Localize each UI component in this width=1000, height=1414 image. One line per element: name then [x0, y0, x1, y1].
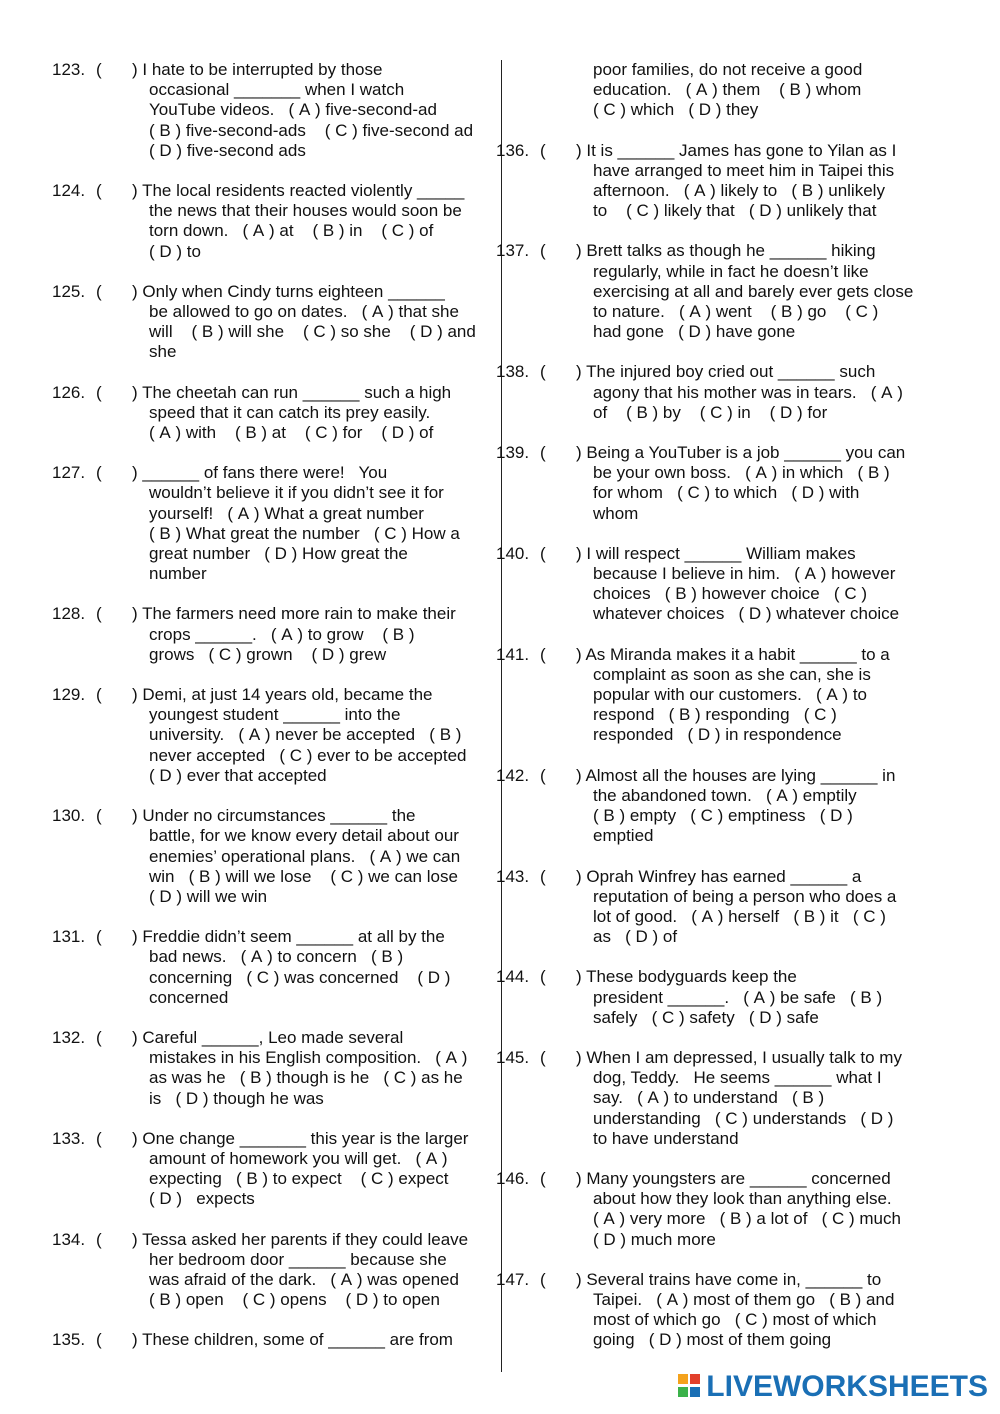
question-text [576, 241, 942, 342]
question-line: university. ( A ) never be accepted ( B ) [149, 725, 462, 745]
question-line: education. ( A ) them ( B ) whom [593, 80, 862, 100]
question-line: reputation of being a person who does a [593, 886, 897, 906]
question-line: ) The farmers need more rain to make their [132, 604, 456, 624]
question-line: ) The cheetah can run ______ such a high [132, 382, 452, 402]
question-line: exercising at all and barely ever gets close [593, 281, 914, 301]
question-line: ( D ) to [149, 241, 201, 261]
question-text [576, 1168, 942, 1250]
question-line: for whom ( C ) to which ( D ) with [593, 483, 860, 503]
question-line: ( D ) much more [593, 1229, 716, 1249]
question-line: understanding ( C ) understands ( D ) [593, 1108, 894, 1128]
question-text [132, 1229, 496, 1311]
question-text [576, 543, 942, 625]
question-line: as ( D ) of [593, 927, 678, 947]
question-number: 141. [496, 644, 530, 664]
question-number: 136. [496, 140, 530, 160]
question-line: ( B ) empty ( C ) emptiness ( D ) [593, 806, 853, 826]
answer-blank[interactable]: ( [540, 765, 546, 785]
question-number: 137. [496, 241, 530, 261]
question-line: wouldn’t believe it if you didn’t see it for [149, 483, 444, 503]
question-item [496, 645, 942, 746]
question-line: ) The injured boy cried out ______ such [576, 362, 876, 382]
question-line: ( A ) with ( B ) at ( C ) for ( D ) of [149, 423, 434, 443]
question-line: be allowed to go on dates. ( A ) that she [149, 302, 459, 322]
question-text [132, 281, 496, 363]
question-line: ) Demi, at just 14 years old, became the [132, 685, 433, 705]
question-line: afternoon. ( A ) likely to ( B ) unlikely [593, 181, 885, 201]
question-line: ) Oprah Winfrey has earned ______ a [576, 866, 862, 886]
question-line: concerning ( C ) was concerned ( D ) [149, 967, 451, 987]
answer-blank[interactable]: ( [96, 281, 102, 301]
question-line: about how they look than anything else. [593, 1189, 892, 1209]
question-line: poor families, do not receive a good [593, 60, 863, 79]
question-line: she [149, 342, 177, 362]
question-line: ( B ) open ( C ) opens ( D ) to open [149, 1290, 441, 1310]
question-line: the news that their houses would soon be [149, 201, 462, 221]
question-line: ( D ) will we win [149, 886, 268, 906]
question-line: youngest student ______ into the [149, 705, 401, 725]
question-line: be your own boss. ( A ) in which ( B ) [593, 463, 890, 483]
question-line: to nature. ( A ) went ( B ) go ( C ) [593, 302, 879, 322]
question-line: torn down. ( A ) at ( B ) in ( C ) of [149, 221, 434, 241]
question-number: 134. [52, 1229, 86, 1249]
question-item [496, 967, 942, 1028]
question-line: her bedroom door ______ because she [149, 1249, 447, 1269]
question-number: 139. [496, 443, 530, 463]
question-line: choices ( B ) however choice ( C ) [593, 584, 867, 604]
question-item [496, 544, 942, 625]
question-line: ) Freddie didn’t seem ______ at all by the [132, 927, 445, 947]
question-item [496, 766, 942, 847]
question-text [132, 382, 496, 444]
question-line: ( C ) which ( D ) they [593, 100, 759, 120]
question-line: have arranged to meet him in Taipei this [593, 160, 895, 180]
question-line: is ( D ) though he was [149, 1088, 324, 1108]
question-item [52, 1129, 496, 1210]
question-text [132, 1027, 496, 1109]
question-line: YouTube videos. ( A ) five-second-ad [149, 100, 437, 120]
question-line: win ( B ) will we lose ( C ) we can lose [149, 866, 458, 886]
question-line: of ( B ) by ( C ) in ( D ) for [593, 402, 828, 422]
question-line: ( D ) expects [149, 1189, 255, 1209]
question-item [496, 141, 942, 222]
question-line: ( B ) five-second-ads ( C ) five-second ad [149, 120, 474, 140]
question-text [576, 362, 942, 423]
question-line: complaint as soon as she can, she is [593, 664, 871, 684]
question-line: ) These bodyguards keep the [576, 967, 797, 987]
question-line: ) One change _______ this year is the larger [132, 1128, 469, 1148]
question-item [52, 1330, 496, 1350]
question-line: regularly, while in fact he doesn’t like [593, 261, 869, 281]
question-line: ) I hate to be interrupted by those [132, 60, 383, 79]
question-line: ( B ) What great the number ( C ) How a [149, 523, 460, 543]
question-item [496, 1048, 942, 1149]
question-135-continuation [496, 60, 942, 121]
answer-blank[interactable]: ( [96, 806, 102, 826]
question-line: will ( B ) will she ( C ) so she ( D ) and [149, 322, 476, 342]
question-number: 132. [52, 1027, 86, 1047]
question-text [576, 765, 942, 847]
question-number: 142. [496, 765, 530, 785]
answer-blank[interactable]: ( [540, 1269, 546, 1289]
question-line: ) Many youngsters are ______ concerned [576, 1168, 891, 1188]
answer-blank[interactable]: ( [96, 1229, 102, 1249]
question-text [132, 60, 496, 161]
question-text [132, 1128, 496, 1210]
question-text [576, 1047, 942, 1149]
question-number: 138. [496, 362, 530, 382]
question-number: 129. [52, 685, 86, 705]
question-number: 123. [52, 60, 86, 79]
question-line: bad news. ( A ) to concern ( B ) [149, 947, 404, 967]
question-line: ) It is ______ James has gone to Yilan as I [576, 140, 897, 160]
question-line: whom [593, 503, 639, 523]
question-line: ) Tessa asked her parents if they could leave [132, 1229, 469, 1249]
question-line: mistakes in his English composition. ( A ) [149, 1048, 468, 1068]
question-number: 144. [496, 967, 530, 987]
question-number: 126. [52, 382, 86, 402]
question-line: ) Only when Cindy turns eighteen ______ [132, 281, 445, 301]
answer-blank[interactable]: ( [540, 362, 546, 382]
question-line: ) Brett talks as though he ______ hiking [576, 241, 876, 261]
question-line: had gone ( D ) have gone [593, 322, 796, 342]
question-line: whatever choices ( D ) whatever choice [593, 604, 900, 624]
question-line: amount of homework you will get. ( A ) [149, 1148, 448, 1168]
answer-blank[interactable]: ( [540, 443, 546, 463]
answer-blank[interactable]: ( [96, 181, 102, 201]
liveworksheets-logo[interactable] [678, 1370, 988, 1404]
question-line: most of which go ( C ) most of which [593, 1310, 877, 1330]
liveworksheets-logo-icon [678, 1374, 702, 1400]
question-line: ( A ) very more ( B ) a lot of ( C ) much [593, 1209, 901, 1229]
answer-blank[interactable]: ( [540, 967, 546, 987]
question-line: emptied [593, 826, 654, 846]
question-item [52, 685, 496, 786]
question-line: occasional _______ when I watch [149, 80, 405, 100]
question-line: yourself! ( A ) What a great number [149, 503, 424, 523]
question-item [52, 383, 496, 444]
question-item [496, 362, 942, 423]
question-item [52, 1028, 496, 1109]
question-number: 125. [52, 281, 86, 301]
question-line: ) I will respect ______ William makes [576, 543, 856, 563]
question-line: ) As Miranda makes it a habit ______ to a [576, 644, 890, 664]
question-item [52, 181, 496, 262]
question-line: Taipei. ( A ) most of them go ( B ) and [593, 1289, 895, 1309]
question-number: 131. [52, 927, 86, 947]
question-text [576, 140, 942, 222]
question-line: ) Under no circumstances ______ the [132, 806, 416, 826]
answer-blank[interactable]: ( [96, 463, 102, 483]
question-text [132, 1330, 496, 1350]
question-item [52, 282, 496, 363]
question-number: 143. [496, 866, 530, 886]
answer-blank[interactable]: ( [96, 1128, 102, 1148]
question-line: ) ______ of fans there were! You [132, 463, 388, 483]
question-number: 124. [52, 181, 86, 201]
answer-blank[interactable]: ( [96, 604, 102, 624]
question-item [52, 463, 496, 584]
answer-blank[interactable]: ( [540, 140, 546, 160]
question-text [132, 927, 496, 1008]
question-item [52, 604, 496, 665]
question-number: 145. [496, 1047, 530, 1067]
question-number: 130. [52, 806, 86, 826]
question-line: as was he ( B ) though is he ( C ) as he [149, 1068, 463, 1088]
answer-blank[interactable]: ( [540, 543, 546, 563]
question-line: safely ( C ) safety ( D ) safe [593, 1007, 819, 1027]
question-item [52, 60, 496, 161]
answer-blank[interactable]: ( [96, 60, 102, 79]
question-text [576, 443, 942, 524]
right-column [496, 60, 942, 1371]
question-line: say. ( A ) to understand ( B ) [593, 1088, 825, 1108]
question-line: popular with our customers. ( A ) to [593, 685, 867, 705]
question-line: ) These children, some of ______ are from [132, 1330, 453, 1350]
question-line: great number ( D ) How great the [149, 544, 408, 564]
question-number: 133. [52, 1128, 86, 1148]
answer-blank[interactable]: ( [540, 241, 546, 261]
question-item [496, 443, 942, 524]
question-line: going ( D ) most of them going [593, 1330, 832, 1350]
question-line: ) Careful ______, Leo made several [132, 1027, 404, 1047]
logo-text: LIVEWORKSHEETS [706, 1369, 988, 1403]
question-item [496, 1270, 942, 1351]
question-line: speed that it can catch its prey easily. [149, 402, 431, 422]
question-text [132, 604, 496, 665]
answer-blank[interactable]: ( [96, 1027, 102, 1047]
question-text [132, 181, 496, 262]
question-number: 146. [496, 1168, 530, 1188]
question-line: lot of good. ( A ) herself ( B ) it ( C ) [593, 906, 886, 926]
question-line: ) When I am depressed, I usually talk to my [576, 1047, 902, 1067]
question-line: ) Being a YouTuber is a job ______ you can [576, 443, 906, 463]
question-line: ( D ) ever that accepted [149, 765, 327, 785]
question-text [576, 1269, 942, 1351]
answer-blank[interactable]: ( [540, 1168, 546, 1188]
question-text [132, 685, 496, 786]
question-number: 128. [52, 604, 86, 624]
question-number: 127. [52, 463, 86, 483]
question-line: never accepted ( C ) ever to be accepted [149, 745, 467, 765]
answer-blank[interactable]: ( [96, 927, 102, 947]
answer-blank[interactable]: ( [96, 382, 102, 402]
question-line: was afraid of the dark. ( A ) was opened [149, 1269, 459, 1289]
question-line: president ______. ( A ) be safe ( B ) [593, 987, 883, 1007]
question-line: expecting ( B ) to expect ( C ) expect [149, 1169, 449, 1189]
question-number: 140. [496, 543, 530, 563]
question-item [52, 1230, 496, 1311]
question-line: to ( C ) likely that ( D ) unlikely that [593, 201, 877, 221]
question-text [576, 967, 942, 1028]
answer-blank[interactable]: ( [96, 685, 102, 705]
question-text [576, 644, 942, 746]
question-line: enemies’ operational plans. ( A ) we can [149, 846, 461, 866]
question-line: ) Several trains have come in, ______ to [576, 1269, 882, 1289]
question-line: dog, Teddy. He seems ______ what I [593, 1068, 882, 1088]
question-line: crops ______. ( A ) to grow ( B ) [149, 624, 415, 644]
question-line: ) The local residents reacted violently _____ [132, 181, 465, 201]
question-line: respond ( B ) responding ( C ) [593, 705, 837, 725]
question-line: agony that his mother was in tears. ( A ) [593, 382, 903, 402]
question-item [52, 806, 496, 907]
question-line: responded ( D ) in respondence [593, 725, 842, 745]
question-line: ) Almost all the houses are lying ______ in [576, 765, 896, 785]
question-item [496, 867, 942, 948]
question-text [576, 866, 942, 948]
answer-blank[interactable]: ( [540, 1047, 546, 1067]
answer-blank[interactable]: ( [540, 644, 546, 664]
question-item [52, 927, 496, 1008]
question-line: ( D ) five-second ads [149, 140, 306, 160]
question-line: the abandoned town. ( A ) emptily [593, 785, 857, 805]
left-column [52, 60, 496, 1371]
question-line: battle, for we know every detail about our [149, 826, 459, 846]
question-text [132, 463, 496, 584]
question-item [496, 241, 942, 342]
question-text [132, 806, 496, 907]
answer-blank[interactable]: ( [96, 1330, 102, 1350]
question-line: concerned [149, 987, 229, 1007]
question-item [496, 1169, 942, 1250]
question-number: 147. [496, 1269, 530, 1289]
question-line: because I believe in him. ( A ) however [593, 564, 896, 584]
question-line: grows ( C ) grown ( D ) grew [149, 644, 387, 664]
question-line: number [149, 564, 207, 584]
answer-blank[interactable]: ( [540, 866, 546, 886]
question-line: to have understand [593, 1128, 739, 1148]
question-number: 135. [52, 1330, 86, 1350]
